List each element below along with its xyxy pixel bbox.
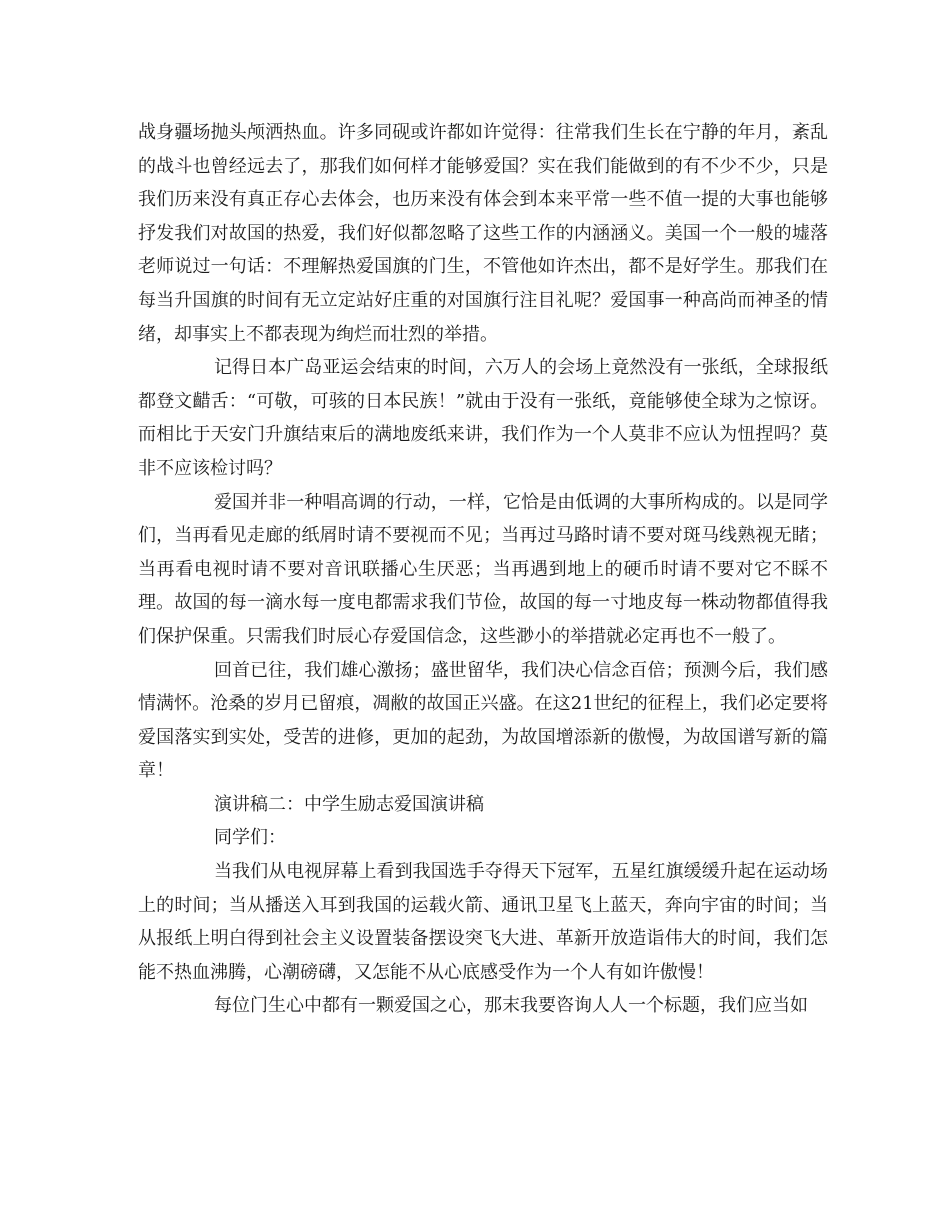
paragraph-4: 回首已往，我们雄心激扬；盛世留华，我们决心信念百倍；预测今后，我们感情满怀。沧桑的岁月已留痕，凋敝的故国正兴盛。在这21世纪的征程上，我们必定要将爱国落实到实处，受苦的进修，更加的起劲，为故国增添新的傲慢，为故国谱写新的篇章！ xyxy=(138,659,828,782)
paragraph-6: 每位门生心中都有一颗爱国之心，那末我要咨询人人一个标题，我们应当如 xyxy=(214,995,808,1017)
paragraph-1: 战身疆场抛头颅洒热血。许多同砚或许都如许觉得：往常我们生长在宁静的年月，紊乱的战斗也曾经远去了，那我们如何样才能够爱国？实在我们能做到的有不少不少，只是我们历来没有真正存心去体会，也历来没有体会到本来平常一些不值一提的大事也能够抒发我们对故国的热爱，我们好似都忽略了这些工作的内涵涵义。美国一个一般的墟落老师说过一句话：不理解热爱国旗的门生，不管他如许杰出，都不是好学生。那我们在每当升国旗的时间有无立定站好庄重的对国旗行注目礼呢？爱国事一种高尚而神圣的情绪，却事实上不都表现为绚烂而壮烈的举措。 xyxy=(138,122,828,345)
section-heading: 演讲稿二：中学生励志爱国演讲稿 xyxy=(214,793,484,815)
paragraph-2: 记得日本广岛亚运会结束的时间，六万人的会场上竟然没有一张纸，全球报纸都登文齰舌：“可敬，可骇的日本民族！”就由于没有一张纸，竟能够使全球为之惊讶。而相比于天安门升旗结束后的满地废纸来讲，我们作为一个人莫非不应认为忸捏吗？莫非不应该检讨吗？ xyxy=(138,357,828,479)
salutation: 同学们： xyxy=(214,827,286,849)
paragraph-3: 爱国并非一种唱高调的行动，一样，它恰是由低调的大事所构成的。以是同学们，当再看见走廊的纸屑时请不要视而不见；当再过马路时请不要对斑马线熟视无睹；当再看电视时请不要对音讯联播心生厌恶；当再遇到地上的硬币时请不要对它不睬不理。故国的每一滴水每一度电都需求我们节俭，故国的每一寸地皮每一株动物都值得我们保护保重。只需我们时辰心存爱国信念，这些渺小的举措就必定再也不一般了。 xyxy=(138,491,828,647)
paragraph-5: 当我们从电视屏幕上看到我国选手夺得天下冠军，五星红旗缓缓升起在运动场上的时间；当从播送入耳到我国的运载火箭、通讯卫星飞上蓝天，奔向宇宙的时间；当从报纸上明白得到社会主义设置装备摆设突飞大进、革新开放造诣伟大的时间，我们怎能不热血沸腾，心潮磅礴，又怎能不从心底感受作为一个人有如许傲慢！ xyxy=(138,861,828,983)
document-body xyxy=(138,116,828,1023)
